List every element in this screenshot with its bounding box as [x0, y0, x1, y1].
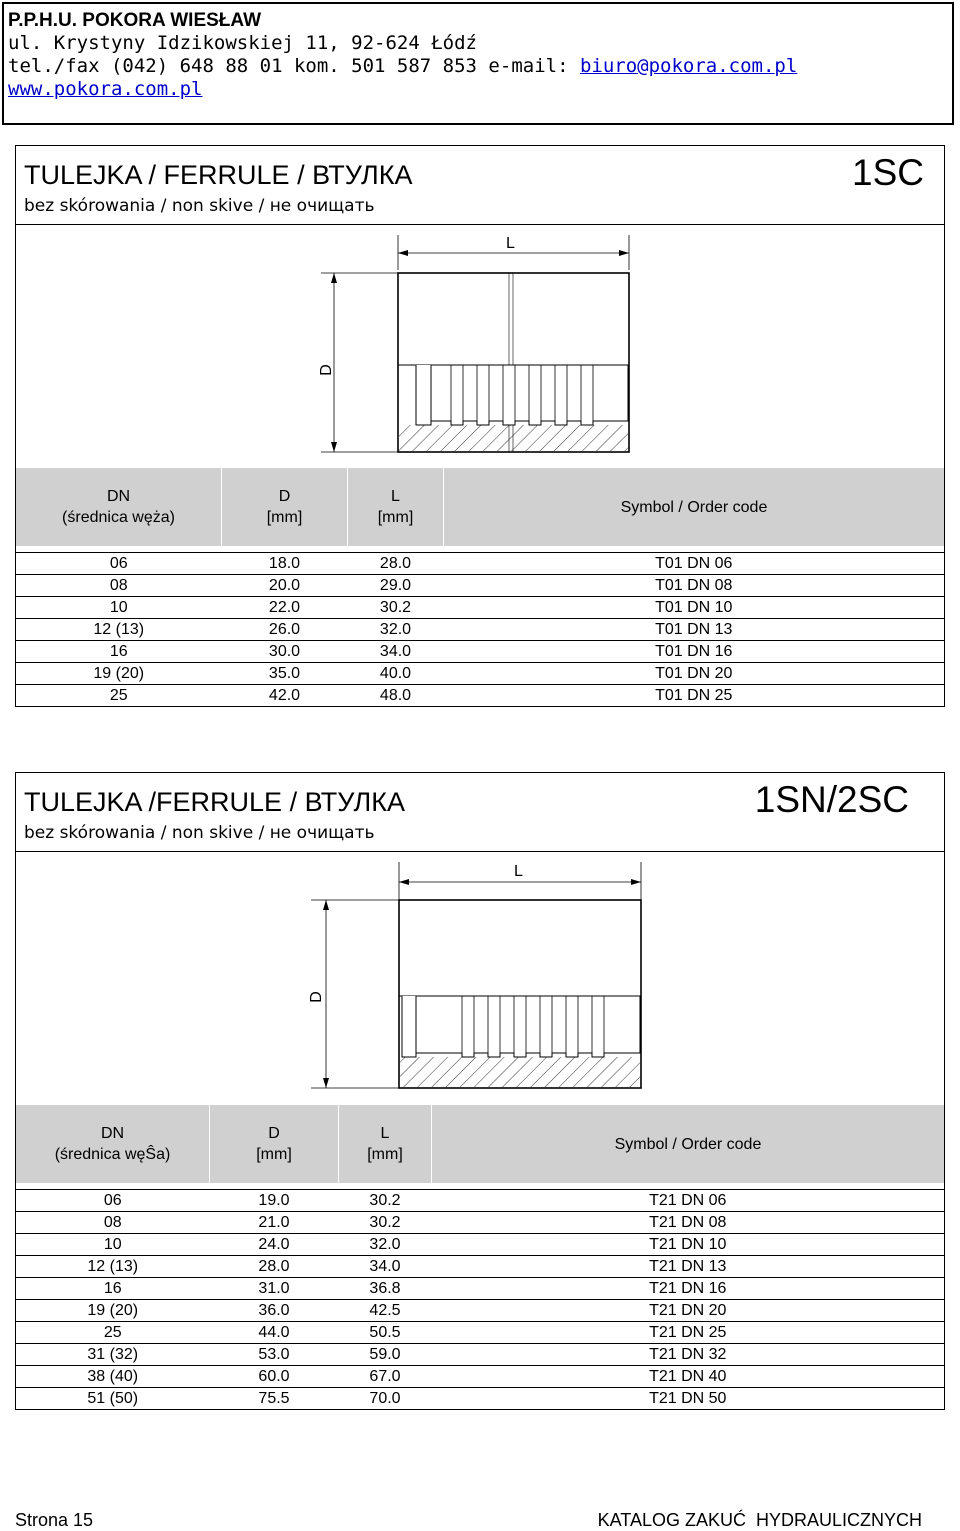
cell-dn: 06 — [16, 1190, 210, 1212]
cell-d: 21.0 — [210, 1212, 339, 1234]
cell-d: 24.0 — [210, 1234, 339, 1256]
cell-dn: 31 (32) — [16, 1344, 210, 1366]
table-row — [16, 1366, 944, 1388]
cell-symbol: T21 DN 40 — [432, 1366, 945, 1388]
table-row — [16, 1278, 944, 1300]
cell-l: 34.0 — [339, 1256, 432, 1278]
cell-symbol: T01 DN 13 — [444, 619, 945, 641]
website-row — [8, 78, 948, 101]
cell-l: 30.2 — [339, 1190, 432, 1212]
cell-symbol: T21 DN 10 — [432, 1234, 945, 1256]
cell-symbol: T01 DN 25 — [444, 685, 945, 707]
cell-symbol: T21 DN 08 — [432, 1212, 945, 1234]
cell-dn: 16 — [16, 1278, 210, 1300]
cell-l: 30.2 — [348, 597, 444, 619]
company-address: ul. Krystyny Idzikowskiej 11, 92-624 Łódź — [8, 32, 477, 54]
cell-d: 75.5 — [210, 1388, 339, 1410]
table-row — [16, 597, 944, 619]
cell-l: 28.0 — [348, 553, 444, 575]
table-row — [16, 1388, 944, 1410]
spec-table-1sn-2sc — [16, 1105, 944, 1409]
page-number: Strona 15 — [15, 1510, 94, 1530]
cell-d: 53.0 — [210, 1344, 339, 1366]
dim-l-label: L — [506, 235, 515, 252]
company-contact — [8, 55, 948, 78]
cell-d: 42.0 — [222, 685, 348, 707]
table-row — [16, 1212, 944, 1234]
cell-d: 18.0 — [222, 553, 348, 575]
table-row — [16, 1256, 944, 1278]
cell-l: 70.0 — [339, 1388, 432, 1410]
cell-l: 34.0 — [348, 641, 444, 663]
cell-symbol: T01 DN 16 — [444, 641, 945, 663]
table-row — [16, 685, 944, 707]
col-l: L [mm] — [339, 1105, 432, 1183]
cell-d: 35.0 — [222, 663, 348, 685]
cell-symbol: T01 DN 06 — [444, 553, 945, 575]
card-header — [16, 146, 944, 225]
col-symbol: Symbol / Order code — [432, 1105, 945, 1183]
cell-symbol: T21 DN 25 — [432, 1322, 945, 1344]
website-link[interactable]: www.pokora.com.pl — [8, 78, 203, 100]
product-subtitle: bez skórowania / non skive / не очищать — [24, 823, 375, 843]
table-row — [16, 1190, 944, 1212]
cell-d: 28.0 — [210, 1256, 339, 1278]
spec-table-1sc — [16, 468, 944, 706]
cell-dn: 08 — [16, 575, 222, 597]
ferrule-drawing — [16, 225, 944, 468]
cell-l: 50.5 — [339, 1322, 432, 1344]
cell-symbol: T01 DN 20 — [444, 663, 945, 685]
col-d: D [mm] — [210, 1105, 339, 1183]
ferrule-drawing-svg — [16, 852, 944, 1105]
cell-d: 30.0 — [222, 641, 348, 663]
cell-d: 44.0 — [210, 1322, 339, 1344]
cell-d: 31.0 — [210, 1278, 339, 1300]
cell-dn: 19 (20) — [16, 663, 222, 685]
dim-d-label: D — [318, 364, 335, 376]
spec-table-body — [16, 1190, 944, 1410]
cell-dn: 19 (20) — [16, 1300, 210, 1322]
cell-symbol: T21 DN 32 — [432, 1344, 945, 1366]
cell-symbol: T21 DN 20 — [432, 1300, 945, 1322]
cell-dn: 51 (50) — [16, 1388, 210, 1410]
cell-l: 59.0 — [339, 1344, 432, 1366]
cell-dn: 38 (40) — [16, 1366, 210, 1388]
cell-d: 20.0 — [222, 575, 348, 597]
cell-d: 19.0 — [210, 1190, 339, 1212]
table-row — [16, 1322, 944, 1344]
cell-l: 48.0 — [348, 685, 444, 707]
cell-d: 26.0 — [222, 619, 348, 641]
cell-d: 22.0 — [222, 597, 348, 619]
cell-dn: 12 (13) — [16, 1256, 210, 1278]
table-row — [16, 1344, 944, 1366]
col-dn: DN (średnica węża) — [16, 468, 222, 546]
cell-symbol: T21 DN 16 — [432, 1278, 945, 1300]
col-dn: DN (średnica węŜa) — [16, 1105, 210, 1183]
product-code: 1SN/2SC — [754, 779, 909, 820]
cell-dn: 06 — [16, 553, 222, 575]
cell-symbol: T01 DN 10 — [444, 597, 945, 619]
cell-symbol: T01 DN 08 — [444, 575, 945, 597]
col-d: D [mm] — [222, 468, 348, 546]
col-symbol: Symbol / Order code — [444, 468, 945, 546]
cell-dn: 10 — [16, 1234, 210, 1256]
company-header — [2, 2, 954, 125]
product-card-1sc — [15, 145, 945, 707]
cell-symbol: T21 DN 13 — [432, 1256, 945, 1278]
product-code: 1SC — [852, 152, 924, 193]
cell-l: 29.0 — [348, 575, 444, 597]
catalog-title: KATALOG ZAKUĆ HYDRAULICZNYCH — [597, 1510, 922, 1530]
table-row — [16, 575, 944, 597]
cell-l: 67.0 — [339, 1366, 432, 1388]
cell-dn: 08 — [16, 1212, 210, 1234]
ferrule-drawing — [16, 852, 944, 1105]
spec-table-body — [16, 553, 944, 707]
cell-l: 30.2 — [339, 1212, 432, 1234]
table-row — [16, 619, 944, 641]
cell-dn: 10 — [16, 597, 222, 619]
dim-l-label: L — [514, 863, 523, 880]
cell-symbol: T21 DN 50 — [432, 1388, 945, 1410]
cell-dn: 16 — [16, 641, 222, 663]
cell-d: 36.0 — [210, 1300, 339, 1322]
card-header — [16, 773, 944, 852]
cell-d: 60.0 — [210, 1366, 339, 1388]
table-row — [16, 1300, 944, 1322]
product-title: TULEJKA / FERRULE / ВТУЛКА — [24, 160, 413, 190]
cell-symbol: T21 DN 06 — [432, 1190, 945, 1212]
table-row — [16, 1234, 944, 1256]
contact-text: tel./fax (042) 648 88 01 kom. 501 587 853 e-mail: — [8, 55, 580, 77]
ferrule-drawing-svg — [16, 225, 944, 468]
cell-dn: 25 — [16, 1322, 210, 1344]
table-row — [16, 663, 944, 685]
product-card-1sn-2sc — [15, 772, 945, 1410]
product-title: TULEJKA /FERRULE / ВТУЛКА — [24, 787, 405, 817]
cell-l: 42.5 — [339, 1300, 432, 1322]
cell-l: 32.0 — [348, 619, 444, 641]
cell-dn: 25 — [16, 685, 222, 707]
email-link[interactable]: biuro@pokora.com.pl — [579, 55, 798, 77]
col-l: L [mm] — [348, 468, 444, 546]
dim-d-label: D — [308, 991, 325, 1003]
cell-l: 32.0 — [339, 1234, 432, 1256]
cell-l: 36.8 — [339, 1278, 432, 1300]
table-row — [16, 641, 944, 663]
product-subtitle: bez skórowania / non skive / не очищать — [24, 196, 375, 216]
company-name: P.P.H.U. POKORA WIESŁAW — [8, 10, 262, 31]
cell-l: 40.0 — [348, 663, 444, 685]
cell-dn: 12 (13) — [16, 619, 222, 641]
table-row — [16, 553, 944, 575]
